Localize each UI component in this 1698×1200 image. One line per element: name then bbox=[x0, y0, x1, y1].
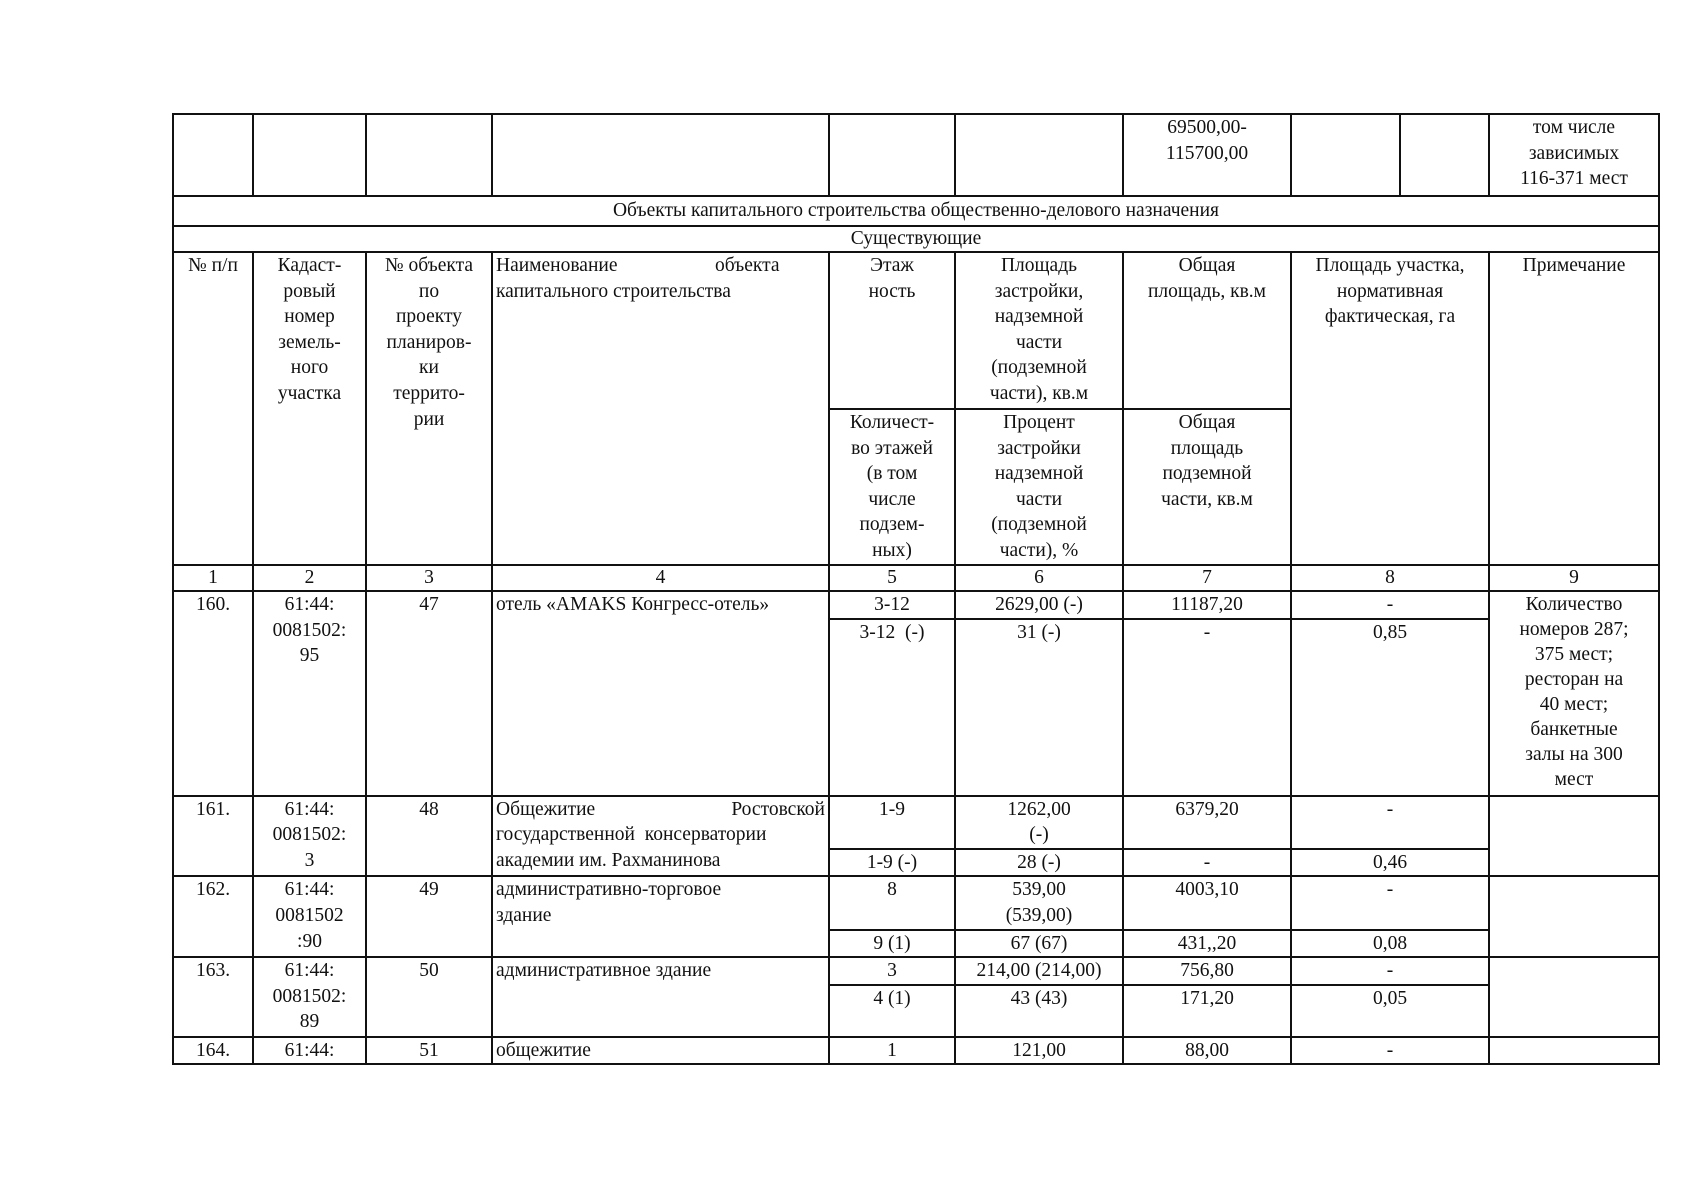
row-plot-norm: - bbox=[1291, 957, 1489, 985]
row-object-no: 48 bbox=[366, 796, 492, 877]
row-footprint: 214,00 (214,00) bbox=[955, 957, 1123, 985]
land-use-table bbox=[172, 113, 1660, 1065]
row-name-word: Общежитие bbox=[496, 798, 596, 820]
row-name bbox=[492, 796, 829, 877]
table-row bbox=[173, 591, 1659, 619]
header-underground-area: Общая площадь подземной части, кв.м bbox=[1123, 409, 1291, 565]
column-number: 6 bbox=[955, 565, 1123, 591]
row-object-no: 47 bbox=[366, 591, 492, 796]
row-floors: 3-12 bbox=[829, 591, 955, 619]
row-floors: 1 bbox=[829, 1037, 955, 1065]
row-note bbox=[1489, 796, 1659, 877]
carryover-cell bbox=[1291, 114, 1400, 196]
row-floors: 8 bbox=[829, 876, 955, 929]
row-object-no: 51 bbox=[366, 1037, 492, 1065]
column-number-row bbox=[173, 565, 1659, 591]
header-cadastral: Кадаст- ровый номер земель- ного участка bbox=[253, 252, 366, 565]
carryover-cell bbox=[829, 114, 955, 196]
row-build-percent: 43 (43) bbox=[955, 985, 1123, 1037]
row-underground-area: 171,20 bbox=[1123, 985, 1291, 1037]
row-plot-norm: - bbox=[1291, 591, 1489, 619]
header-footprint: Площадь застройки, надземной части (подземной части), кв.м bbox=[955, 252, 1123, 409]
row-floors-count: 3-12 (-) bbox=[829, 619, 955, 796]
row-plot-norm: - bbox=[1291, 876, 1489, 929]
header-floors-count: Количест- во этажей (в том числе подзем- ных) bbox=[829, 409, 955, 565]
row-cadastral: 61:44: 0081502: 95 bbox=[253, 591, 366, 796]
row-name: отель «AMAKS Конгресс-отель» bbox=[492, 591, 829, 796]
row-num: 163. bbox=[173, 957, 253, 1037]
header-row bbox=[173, 252, 1659, 409]
column-number: 8 bbox=[1291, 565, 1489, 591]
row-num: 162. bbox=[173, 876, 253, 957]
row-footprint: 2629,00 (-) bbox=[955, 591, 1123, 619]
subsection-title: Существующие bbox=[173, 226, 1659, 252]
header-note: Примечание bbox=[1489, 252, 1659, 565]
header-floors: Этаж ность bbox=[829, 252, 955, 409]
carryover-cell bbox=[173, 114, 253, 196]
row-note bbox=[1489, 957, 1659, 1037]
column-number: 2 bbox=[253, 565, 366, 591]
row-footprint: 539,00 (539,00) bbox=[955, 876, 1123, 929]
column-number: 7 bbox=[1123, 565, 1291, 591]
section-title-row bbox=[173, 196, 1659, 226]
row-footprint: 121,00 bbox=[955, 1037, 1123, 1065]
row-plot-actual: 0,85 bbox=[1291, 619, 1489, 796]
row-plot-actual: 0,08 bbox=[1291, 930, 1489, 958]
table-row bbox=[173, 1037, 1659, 1065]
header-total-area: Общая площадь, кв.м bbox=[1123, 252, 1291, 409]
row-plot-actual: 0,05 bbox=[1291, 985, 1489, 1037]
header-plot-area: Площадь участка, нормативная фактическая, га bbox=[1291, 252, 1489, 565]
carryover-cell bbox=[1400, 114, 1489, 196]
carryover-cell bbox=[492, 114, 829, 196]
row-name-line bbox=[496, 797, 825, 823]
row-underground-area: - bbox=[1123, 849, 1291, 877]
row-cadastral: 61:44: 0081502: 89 bbox=[253, 957, 366, 1037]
row-floors-count: 9 (1) bbox=[829, 930, 955, 958]
row-total-area: 4003,10 bbox=[1123, 876, 1291, 929]
row-name-line: академии им. Рахманинова bbox=[496, 849, 721, 871]
row-floors-count: 1-9 (-) bbox=[829, 849, 955, 877]
row-name-word: Ростовской bbox=[731, 798, 825, 820]
carryover-area-range: 69500,00- 115700,00 bbox=[1123, 114, 1291, 196]
row-floors: 3 bbox=[829, 957, 955, 985]
row-plot-actual: 0,46 bbox=[1291, 849, 1489, 877]
row-note: Количество номеров 287; 375 мест; ресторан на 40 мест; банкетные залы на 300 мест bbox=[1489, 591, 1659, 796]
row-plot-norm: - bbox=[1291, 1037, 1489, 1065]
row-plot-norm: - bbox=[1291, 796, 1489, 849]
row-object-no: 49 bbox=[366, 876, 492, 957]
row-cadastral: 61:44: bbox=[253, 1037, 366, 1065]
row-name-line: государственной консерватории bbox=[496, 824, 767, 846]
row-total-area: 756,80 bbox=[1123, 957, 1291, 985]
column-number: 5 bbox=[829, 565, 955, 591]
column-number: 4 bbox=[492, 565, 829, 591]
table-row bbox=[173, 876, 1659, 929]
row-cadastral: 61:44: 0081502: 3 bbox=[253, 796, 366, 877]
column-number: 3 bbox=[366, 565, 492, 591]
row-build-percent: 28 (-) bbox=[955, 849, 1123, 877]
row-note bbox=[1489, 1037, 1659, 1065]
row-build-percent: 31 (-) bbox=[955, 619, 1123, 796]
row-floors: 1-9 bbox=[829, 796, 955, 849]
row-total-area: 88,00 bbox=[1123, 1037, 1291, 1065]
row-name: общежитие bbox=[492, 1037, 829, 1065]
carryover-note: том числе зависимых 116-371 мест bbox=[1489, 114, 1659, 196]
header-num: № п/п bbox=[173, 252, 253, 565]
row-floors-count: 4 (1) bbox=[829, 985, 955, 1037]
row-num: 160. bbox=[173, 591, 253, 796]
carryover-cell bbox=[366, 114, 492, 196]
table-row bbox=[173, 796, 1659, 849]
header-name: Наименование объекта капитального строительства bbox=[492, 252, 829, 565]
row-cadastral: 61:44: 0081502 :90 bbox=[253, 876, 366, 957]
column-number: 1 bbox=[173, 565, 253, 591]
row-total-area: 6379,20 bbox=[1123, 796, 1291, 849]
row-footprint: 1262,00 (-) bbox=[955, 796, 1123, 849]
carryover-cell bbox=[955, 114, 1123, 196]
subsection-title-row bbox=[173, 226, 1659, 252]
row-name: административное здание bbox=[492, 957, 829, 1037]
row-num: 164. bbox=[173, 1037, 253, 1065]
carryover-row bbox=[173, 114, 1659, 196]
row-num: 161. bbox=[173, 796, 253, 877]
column-number: 9 bbox=[1489, 565, 1659, 591]
row-underground-area: 431,,20 bbox=[1123, 930, 1291, 958]
row-build-percent: 67 (67) bbox=[955, 930, 1123, 958]
row-name: административно-торговое здание bbox=[492, 876, 829, 957]
carryover-cell bbox=[253, 114, 366, 196]
header-object-no: № объекта по проекту планиров- ки террито- рии bbox=[366, 252, 492, 565]
header-build-percent: Процент застройки надземной части (подземной части), % bbox=[955, 409, 1123, 565]
row-object-no: 50 bbox=[366, 957, 492, 1037]
row-total-area: 11187,20 bbox=[1123, 591, 1291, 619]
row-note bbox=[1489, 876, 1659, 957]
table-row bbox=[173, 957, 1659, 985]
section-title: Объекты капитального строительства общественно-делового назначения bbox=[173, 196, 1659, 226]
row-underground-area: - bbox=[1123, 619, 1291, 796]
